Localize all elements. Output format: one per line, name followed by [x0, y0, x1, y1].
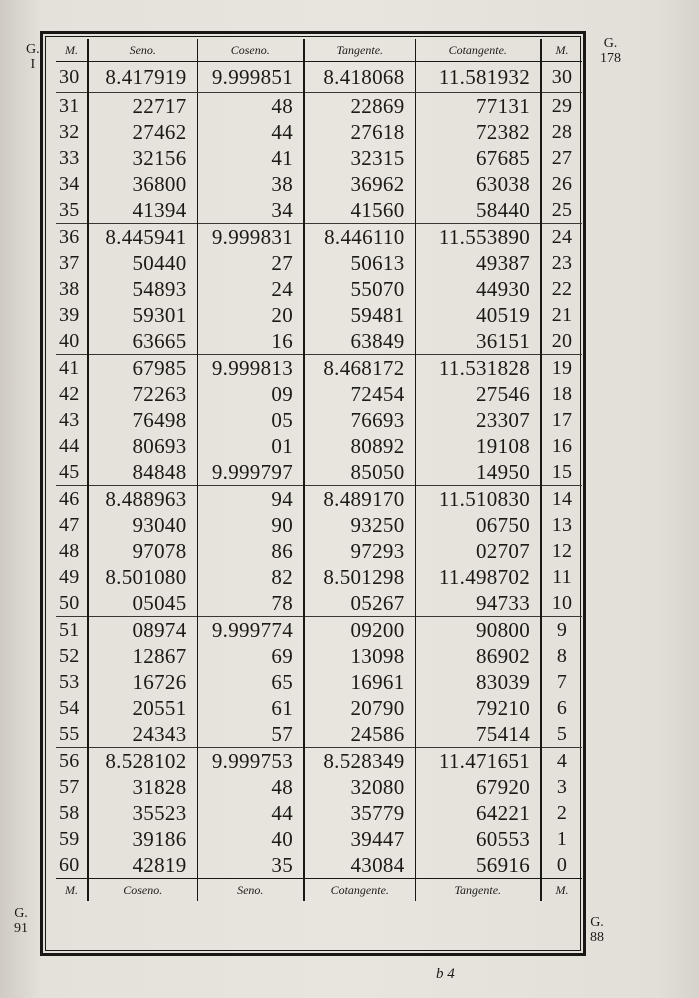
cotangente-cell: 36151 — [415, 328, 541, 355]
table-row — [56, 538, 582, 564]
tangente-cell: 24586 — [304, 721, 415, 748]
cotangente-cell: 11.553890 — [415, 224, 541, 251]
minutes-right-cell: 15 — [541, 459, 582, 486]
minutes-cell: 58 — [59, 801, 80, 824]
minutes-cell: 39 — [59, 303, 80, 326]
cotangente-cell: 11.531828 — [415, 355, 541, 382]
minutes-cell: 60 — [59, 853, 80, 876]
seno-cell: 8.501080 — [88, 564, 197, 590]
seno-cell: 31828 — [88, 774, 197, 800]
seno-cell: 8.445941 — [88, 224, 197, 251]
tangente-cell: 76693 — [304, 407, 415, 433]
minutes-cell: 57 — [59, 775, 80, 798]
header-cotangente: Cotangente. — [415, 39, 541, 62]
tangente-cell: 63849 — [304, 328, 415, 355]
cotangente-cell: 27546 — [415, 381, 541, 407]
coseno-cell: 86 — [197, 538, 304, 564]
table-row — [56, 224, 582, 251]
minutes-cell: 34 — [59, 172, 80, 195]
tangente-cell: 8.501298 — [304, 564, 415, 590]
coseno-cell: 9.999813 — [197, 355, 304, 382]
tangente-cell: 8.446110 — [304, 224, 415, 251]
minutes-right-cell: 13 — [541, 512, 582, 538]
tangente-cell: 36962 — [304, 171, 415, 197]
minutes-right-cell: 3 — [541, 774, 582, 800]
margin-note-top-left — [26, 42, 40, 72]
cotangente-cell: 64221 — [415, 800, 541, 826]
tangente-cell: 43084 — [304, 852, 415, 879]
tangente-cell: 8.418068 — [304, 62, 415, 93]
coseno-cell: 44 — [197, 119, 304, 145]
minutes-right-cell: 2 — [541, 800, 582, 826]
tangente-cell: 85050 — [304, 459, 415, 486]
minutes-right-cell: 22 — [541, 276, 582, 302]
coseno-cell: 94 — [197, 486, 304, 513]
footer-cotangente: Cotangente. — [304, 879, 415, 902]
cotangente-cell: 79210 — [415, 695, 541, 721]
minutes-right-cell: 30 — [541, 62, 582, 93]
minutes-right-cell: 9 — [541, 617, 582, 644]
seno-cell: 50440 — [88, 250, 197, 276]
coseno-cell: 9.999851 — [197, 62, 304, 93]
tangente-cell: 8.528349 — [304, 748, 415, 775]
table-row — [56, 197, 582, 224]
tangente-cell: 32080 — [304, 774, 415, 800]
seno-cell: 76498 — [88, 407, 197, 433]
cotangente-cell: 06750 — [415, 512, 541, 538]
margin-label: G. — [603, 36, 618, 51]
table-row — [56, 643, 582, 669]
seno-cell: 97078 — [88, 538, 197, 564]
minutes-right-cell: 26 — [541, 171, 582, 197]
seno-cell: 42819 — [88, 852, 197, 879]
coseno-cell: 78 — [197, 590, 304, 617]
cotangente-cell: 02707 — [415, 538, 541, 564]
minutes-right-cell: 25 — [541, 197, 582, 224]
seno-cell: 54893 — [88, 276, 197, 302]
minutes-cell: 31 — [59, 94, 80, 117]
table-row — [56, 171, 582, 197]
seno-cell: 36800 — [88, 171, 197, 197]
minutes-cell: 48 — [59, 539, 80, 562]
coseno-cell: 9.999753 — [197, 748, 304, 775]
footer-tangente: Tangente. — [415, 879, 541, 902]
cotangente-cell: 14950 — [415, 459, 541, 486]
minutes-cell: 30 — [56, 62, 88, 93]
minutes-right-cell: 24 — [541, 224, 582, 251]
minutes-right-cell: 7 — [541, 669, 582, 695]
coseno-cell: 16 — [197, 328, 304, 355]
cotangente-cell: 11.471651 — [415, 748, 541, 775]
seno-cell: 84848 — [88, 459, 197, 486]
tangente-cell: 35779 — [304, 800, 415, 826]
margin-degree: 91 — [14, 921, 28, 936]
minutes-cell: 41 — [56, 355, 88, 382]
tangente-cell: 13098 — [304, 643, 415, 669]
cotangente-cell: 83039 — [415, 669, 541, 695]
minutes-cell: 36 — [56, 224, 88, 251]
minutes-cell: 42 — [59, 382, 80, 405]
table-row — [56, 721, 582, 748]
minutes-right-cell: 8 — [541, 643, 582, 669]
tangente-cell: 8.468172 — [304, 355, 415, 382]
coseno-cell: 65 — [197, 669, 304, 695]
tangente-cell: 05267 — [304, 590, 415, 617]
seno-cell: 05045 — [88, 590, 197, 617]
coseno-cell: 38 — [197, 171, 304, 197]
table-row — [56, 302, 582, 328]
coseno-cell: 9.999774 — [197, 617, 304, 644]
seno-cell: 32156 — [88, 145, 197, 171]
coseno-cell: 09 — [197, 381, 304, 407]
minutes-cell: 37 — [59, 251, 80, 274]
cotangente-cell: 49387 — [415, 250, 541, 276]
table-row — [56, 669, 582, 695]
header-row — [56, 39, 582, 62]
cotangente-cell: 11.510830 — [415, 486, 541, 513]
minutes-cell: 53 — [59, 670, 80, 693]
table-row — [56, 695, 582, 721]
table-row — [56, 617, 582, 644]
seno-cell: 24343 — [88, 721, 197, 748]
coseno-cell: 61 — [197, 695, 304, 721]
coseno-cell: 35 — [197, 852, 304, 879]
seno-cell: 8.417919 — [88, 62, 197, 93]
minutes-right-cell: 6 — [541, 695, 582, 721]
margin-note-bottom-left — [14, 906, 28, 936]
footer-minutes-right: M. — [541, 879, 582, 902]
seno-cell: 39186 — [88, 826, 197, 852]
header-minutes: M. — [56, 39, 88, 62]
tangente-cell: 20790 — [304, 695, 415, 721]
table-row — [56, 564, 582, 590]
seno-cell: 67985 — [88, 355, 197, 382]
cotangente-cell: 67920 — [415, 774, 541, 800]
coseno-cell: 41 — [197, 145, 304, 171]
cotangente-cell: 19108 — [415, 433, 541, 459]
coseno-cell: 27 — [197, 250, 304, 276]
minutes-cell: 44 — [59, 434, 80, 457]
cotangente-cell: 11.498702 — [415, 564, 541, 590]
coseno-cell: 9.999831 — [197, 224, 304, 251]
tangente-cell: 39447 — [304, 826, 415, 852]
tangente-cell: 80892 — [304, 433, 415, 459]
coseno-cell: 34 — [197, 197, 304, 224]
seno-cell: 41394 — [88, 197, 197, 224]
margin-degree: 178 — [600, 51, 621, 66]
minutes-right-cell: 12 — [541, 538, 582, 564]
minutes-cell: 35 — [59, 198, 80, 221]
minutes-cell: 51 — [56, 617, 88, 644]
table-row — [56, 459, 582, 486]
tangente-cell: 16961 — [304, 669, 415, 695]
table-row — [56, 381, 582, 407]
cotangente-cell: 11.581932 — [415, 62, 541, 93]
coseno-cell: 9.999797 — [197, 459, 304, 486]
coseno-cell: 20 — [197, 302, 304, 328]
table-row — [56, 512, 582, 538]
minutes-right-cell: 17 — [541, 407, 582, 433]
tangente-cell: 55070 — [304, 276, 415, 302]
tangente-cell: 27618 — [304, 119, 415, 145]
cotangente-cell: 23307 — [415, 407, 541, 433]
header-seno: Seno. — [88, 39, 197, 62]
minutes-cell: 59 — [59, 827, 80, 850]
minutes-cell: 40 — [59, 329, 80, 352]
footer-row — [56, 879, 582, 902]
minutes-right-cell: 1 — [541, 826, 582, 852]
seno-cell: 35523 — [88, 800, 197, 826]
tangente-cell: 41560 — [304, 197, 415, 224]
minutes-cell: 50 — [59, 591, 80, 614]
coseno-cell: 90 — [197, 512, 304, 538]
seno-cell: 63665 — [88, 328, 197, 355]
cotangente-cell: 63038 — [415, 171, 541, 197]
cotangente-cell: 86902 — [415, 643, 541, 669]
margin-note-top-right — [600, 36, 621, 66]
seno-cell: 16726 — [88, 669, 197, 695]
cotangente-cell: 67685 — [415, 145, 541, 171]
trig-table — [56, 39, 582, 901]
minutes-cell: 47 — [59, 513, 80, 536]
minutes-cell: 45 — [59, 460, 80, 483]
minutes-right-cell: 18 — [541, 381, 582, 407]
cotangente-cell: 90800 — [415, 617, 541, 644]
minutes-right-cell: 20 — [541, 328, 582, 355]
footer-minutes: M. — [56, 879, 88, 902]
table-frame — [40, 31, 586, 956]
minutes-right-cell: 0 — [541, 852, 582, 879]
margin-degree: I — [30, 57, 36, 72]
table-row — [56, 93, 582, 120]
table-row — [56, 774, 582, 800]
coseno-cell: 82 — [197, 564, 304, 590]
minutes-right-cell: 21 — [541, 302, 582, 328]
minutes-cell: 38 — [59, 277, 80, 300]
minutes-cell: 56 — [56, 748, 88, 775]
tangente-cell: 72454 — [304, 381, 415, 407]
margin-note-bottom-right — [590, 915, 604, 945]
seno-cell: 8.528102 — [88, 748, 197, 775]
coseno-cell: 24 — [197, 276, 304, 302]
table-row — [56, 486, 582, 513]
minutes-right-cell: 27 — [541, 145, 582, 171]
table-row — [56, 62, 582, 93]
cotangente-cell: 40519 — [415, 302, 541, 328]
cotangente-cell: 60553 — [415, 826, 541, 852]
minutes-right-cell: 4 — [541, 748, 582, 775]
table-row — [56, 852, 582, 879]
tangente-cell: 32315 — [304, 145, 415, 171]
margin-label: G. — [14, 906, 28, 921]
minutes-cell: 55 — [59, 722, 80, 745]
coseno-cell: 48 — [197, 93, 304, 120]
cotangente-cell: 77131 — [415, 93, 541, 120]
table-row — [56, 250, 582, 276]
tangente-cell: 09200 — [304, 617, 415, 644]
seno-cell: 8.488963 — [88, 486, 197, 513]
minutes-right-cell: 14 — [541, 486, 582, 513]
seno-cell: 93040 — [88, 512, 197, 538]
margin-degree: 88 — [590, 930, 604, 945]
minutes-cell: 54 — [59, 696, 80, 719]
minutes-cell: 52 — [59, 644, 80, 667]
cotangente-cell: 56916 — [415, 852, 541, 879]
coseno-cell: 48 — [197, 774, 304, 800]
seno-cell: 22717 — [88, 93, 197, 120]
minutes-cell: 49 — [59, 565, 80, 588]
minutes-right-cell: 10 — [541, 590, 582, 617]
table-row — [56, 407, 582, 433]
table-row — [56, 826, 582, 852]
tangente-cell: 59481 — [304, 302, 415, 328]
seno-cell: 80693 — [88, 433, 197, 459]
minutes-right-cell: 23 — [541, 250, 582, 276]
coseno-cell: 01 — [197, 433, 304, 459]
tangente-cell: 93250 — [304, 512, 415, 538]
footer-seno: Seno. — [197, 879, 304, 902]
coseno-cell: 69 — [197, 643, 304, 669]
seno-cell: 72263 — [88, 381, 197, 407]
tangente-cell: 22869 — [304, 93, 415, 120]
margin-label: G. — [26, 42, 40, 57]
cotangente-cell: 58440 — [415, 197, 541, 224]
minutes-right-cell: 16 — [541, 433, 582, 459]
minutes-right-cell: 28 — [541, 119, 582, 145]
footer-coseno: Coseno. — [88, 879, 197, 902]
tangente-cell: 8.489170 — [304, 486, 415, 513]
header-minutes-right: M. — [541, 39, 582, 62]
cotangente-cell: 94733 — [415, 590, 541, 617]
minutes-right-cell: 19 — [541, 355, 582, 382]
seno-cell: 20551 — [88, 695, 197, 721]
coseno-cell: 44 — [197, 800, 304, 826]
minutes-cell: 32 — [59, 120, 80, 143]
table-row — [56, 748, 582, 775]
table-row — [56, 355, 582, 382]
seno-cell: 08974 — [88, 617, 197, 644]
minutes-cell: 33 — [59, 146, 80, 169]
tangente-cell: 97293 — [304, 538, 415, 564]
table-row — [56, 276, 582, 302]
seno-cell: 59301 — [88, 302, 197, 328]
tangente-cell: 50613 — [304, 250, 415, 276]
minutes-cell: 46 — [56, 486, 88, 513]
minutes-right-cell: 29 — [541, 93, 582, 120]
table-body — [56, 62, 582, 879]
cotangente-cell: 75414 — [415, 721, 541, 748]
table-row — [56, 590, 582, 617]
table-row — [56, 145, 582, 171]
seno-cell: 27462 — [88, 119, 197, 145]
table-row — [56, 433, 582, 459]
header-tangente: Tangente. — [304, 39, 415, 62]
minutes-right-cell: 11 — [541, 564, 582, 590]
minutes-cell: 43 — [59, 408, 80, 431]
seno-cell: 12867 — [88, 643, 197, 669]
margin-label: G. — [590, 915, 604, 930]
minutes-right-cell: 5 — [541, 721, 582, 748]
table-row — [56, 119, 582, 145]
signature-mark: b 4 — [436, 966, 455, 982]
table-row — [56, 328, 582, 355]
coseno-cell: 40 — [197, 826, 304, 852]
coseno-cell: 57 — [197, 721, 304, 748]
coseno-cell: 05 — [197, 407, 304, 433]
cotangente-cell: 44930 — [415, 276, 541, 302]
cotangente-cell: 72382 — [415, 119, 541, 145]
header-coseno: Coseno. — [197, 39, 304, 62]
table-row — [56, 800, 582, 826]
